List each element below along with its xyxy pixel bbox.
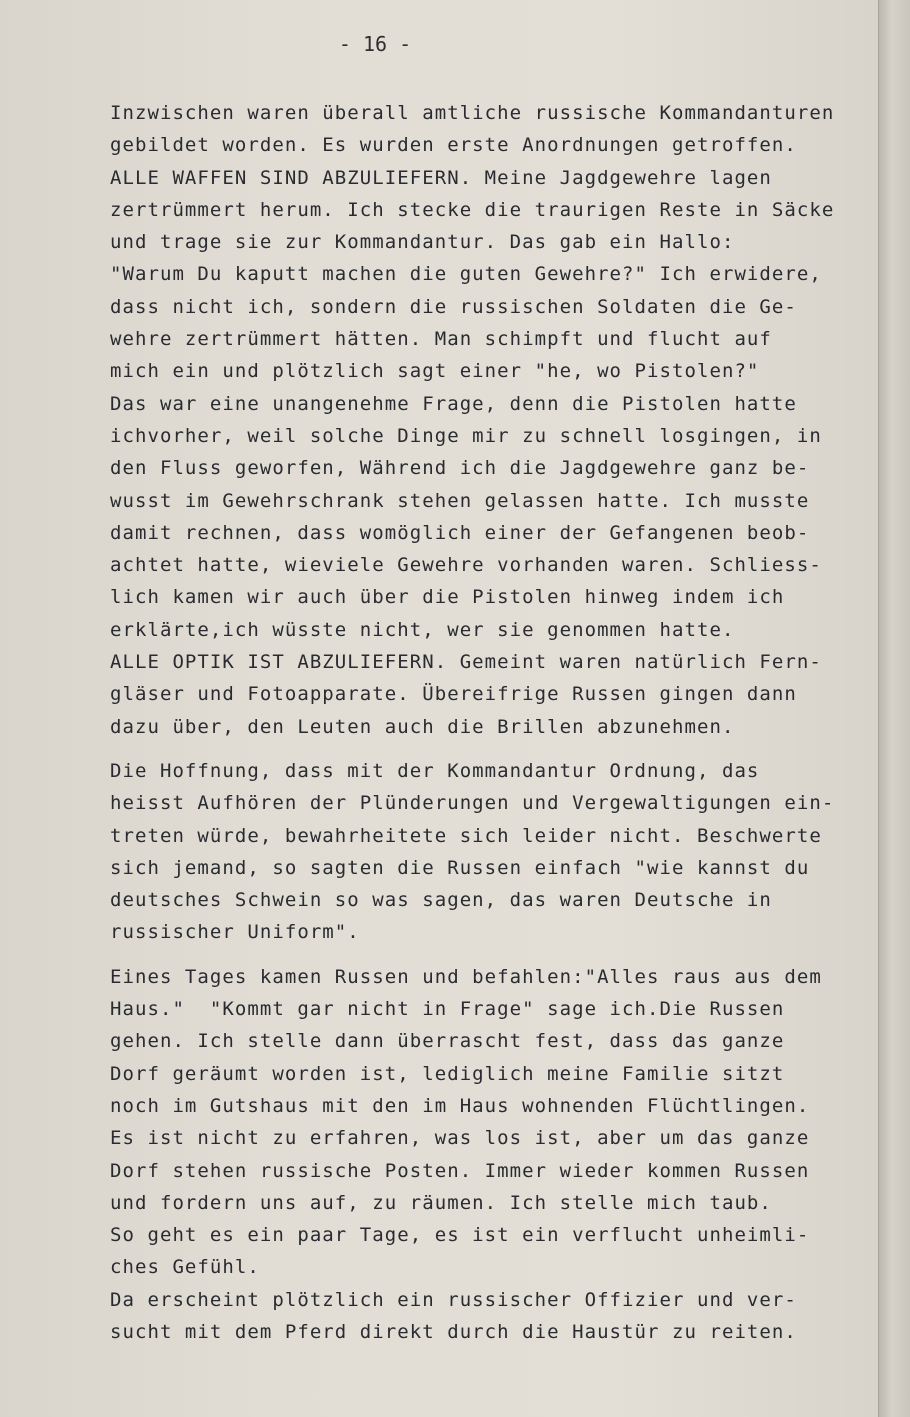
page-edge (878, 0, 910, 1417)
text-line: Das war eine unangenehme Frage, denn die Pistolen hatte (110, 392, 797, 415)
text-line: ichvorher, weil solche Dinge mir zu schnell losgingen, in (110, 424, 822, 447)
text-line: gehen. Ich stelle dann überrascht fest, dass das ganze (110, 1030, 785, 1053)
text-line: erklärte,ich wüsste nicht, wer sie genommen hatte. (110, 618, 735, 641)
text-line: den Fluss geworfen, Während ich die Jagdgewehre ganz be- (110, 457, 810, 480)
text-line: russischer Uniform". (110, 921, 360, 944)
paragraph (110, 961, 870, 1349)
text-line: gebildet worden. Es wurden erste Anordnungen getroffen. (110, 134, 797, 157)
text-line: und trage sie zur Kommandantur. Das gab ein Hallo: (110, 231, 735, 254)
text-line: ALLE WAFFEN SIND ABZULIEFERN. Meine Jagdgewehre lagen (110, 166, 772, 189)
text-line: Da erscheint plötzlich ein russischer Offizier und ver- (110, 1288, 797, 1311)
text-line: Es ist nicht zu erfahren, was los ist, aber um das ganze (110, 1127, 810, 1150)
text-line: deutsches Schwein so was sagen, das waren Deutsche in (110, 889, 772, 912)
text-line: Eines Tages kamen Russen und befahlen:"Alles raus aus dem (110, 965, 822, 988)
text-line: So geht es ein paar Tage, es ist ein verflucht unheimli- (110, 1224, 810, 1247)
text-line: Inzwischen waren überall amtliche russische Kommandanturen (110, 102, 835, 124)
paragraph-gap (110, 743, 870, 755)
text-line: Dorf geräumt worden ist, lediglich meine Familie sitzt (110, 1062, 785, 1085)
page-number: - 16 - (338, 32, 412, 56)
text-line: gläser und Fotoapparate. Übereifrige Russen gingen dann (110, 683, 797, 706)
text-line: lich kamen wir auch über die Pistolen hinweg indem ich (110, 586, 785, 609)
text-line: dazu über, den Leuten auch die Brillen abzunehmen. (110, 715, 735, 738)
text-line: ches Gefühl. (110, 1256, 260, 1279)
text-line: Dorf stehen russische Posten. Immer wieder kommen Russen (110, 1159, 810, 1182)
text-line: sich jemand, so sagten die Russen einfach "wie kannst du (110, 856, 810, 879)
text-line: "Warum Du kaputt machen die guten Gewehre?" Ich erwidere, (110, 263, 822, 286)
text-line: heisst Aufhören der Plünderungen und Vergewaltigungen ein- (110, 792, 835, 815)
text-line: treten würde, bewahrheitete sich leider nicht. Beschwerte (110, 824, 822, 847)
text-line: und fordern uns auf, zu räumen. Ich stelle mich taub. (110, 1191, 772, 1214)
text-line: ALLE OPTIK IST ABZULIEFERN. Gemeint waren natürlich Fern- (110, 651, 822, 674)
text-line: zertrümmert herum. Ich stecke die traurigen Reste in Säcke (110, 198, 835, 221)
text-line: Haus." "Kommt gar nicht in Frage" sage ich.Die Russen (110, 998, 785, 1021)
paragraph (110, 755, 870, 949)
text-line: damit rechnen, dass womöglich einer der Gefangenen beob- (110, 521, 810, 544)
text-line: dass nicht ich, sondern die russischen Soldaten die Ge- (110, 295, 797, 318)
text-line: achtet hatte, wieviele Gewehre vorhanden waren. Schliess- (110, 554, 822, 577)
text-line: sucht mit dem Pferd direkt durch die Haustür zu reiten. (110, 1320, 797, 1343)
text-line: noch im Gutshaus mit den im Haus wohnenden Flüchtlingen. (110, 1094, 810, 1117)
paragraph (110, 97, 870, 743)
text-line: wusst im Gewehrschrank stehen gelassen hatte. Ich musste (110, 489, 810, 512)
text-line: mich ein und plötzlich sagt einer "he, wo Pistolen?" (110, 360, 760, 383)
text-line: Die Hoffnung, dass mit der Kommandantur Ordnung, das (110, 759, 760, 782)
text-line: wehre zertrümmert hätten. Man schimpft und flucht auf (110, 328, 772, 351)
typed-text-body (110, 97, 870, 1348)
paragraph-gap (110, 949, 870, 961)
